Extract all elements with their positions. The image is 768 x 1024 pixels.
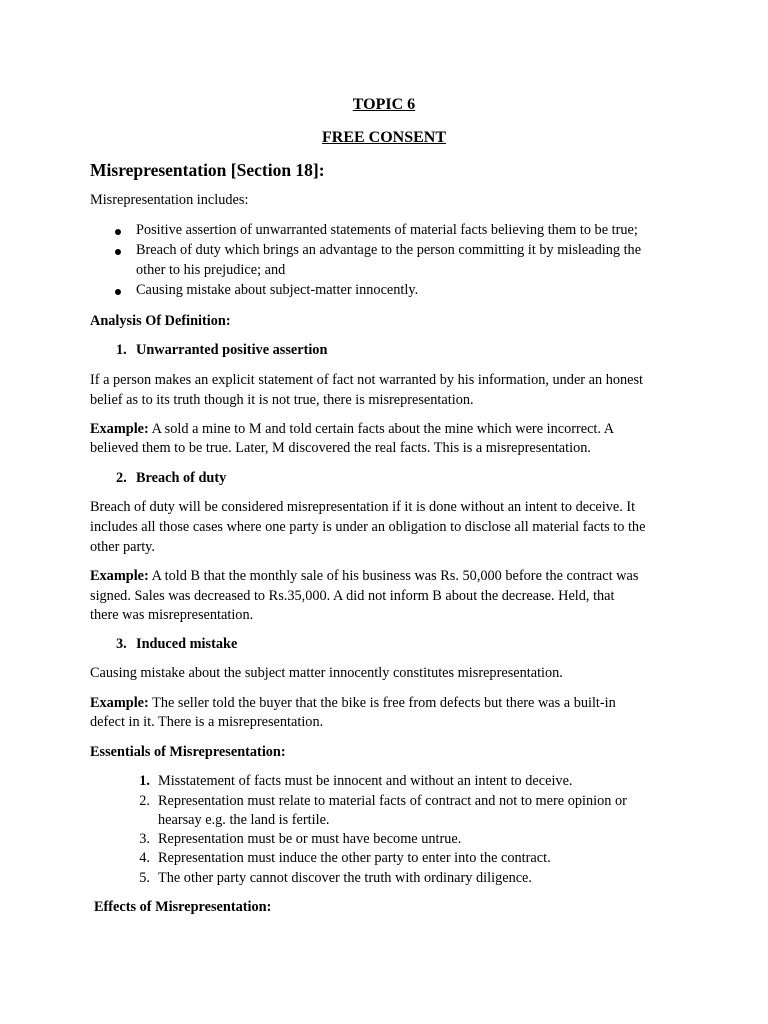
analysis-heading: Analysis Of Definition: — [90, 313, 231, 329]
list-number: 1. — [139, 773, 150, 789]
section-2-paragraph: includes all those cases where one party is under an obligation to disclose all material facts to the — [90, 519, 646, 535]
section-3-example: defect in it. There is a misrepresentation. — [90, 714, 324, 730]
essentials-heading: Essentials of Misrepresentation: — [90, 744, 286, 760]
section-1-paragraph: belief as to its truth though it is not true, there is misrepresentation. — [90, 392, 474, 408]
section-2-number: 2. — [116, 470, 127, 486]
bullet-item: Breach of duty which brings an advantage to the person committing it by misleading the — [136, 242, 642, 258]
example-text: A told B that the monthly sale of his business was Rs. 50,000 before the contract was — [148, 568, 639, 584]
essential-item-continuation: hearsay e.g. the land is fertile. — [158, 812, 330, 828]
topic-title: TOPIC 6 — [352, 96, 416, 113]
section-3-title: Induced mistake — [136, 636, 238, 652]
essential-item: The other party cannot discover the truth with ordinary diligence. — [158, 870, 532, 886]
section-heading: Misrepresentation [Section 18]: — [90, 160, 325, 180]
section-1-example: believed them to be true. Later, M discovered the real facts. This is a misrepresentation. — [90, 440, 591, 456]
bullet-item: Positive assertion of unwarranted statements of material facts believing them to be true; — [136, 222, 638, 238]
essential-item: Representation must relate to material facts of contract and not to mere opinion or — [158, 793, 627, 809]
section-2-title: Breach of duty — [136, 470, 227, 486]
document-subtitle: FREE CONSENT — [321, 129, 447, 146]
list-number: 2. — [139, 793, 150, 809]
section-3-paragraph: Causing mistake about the subject matter innocently constitutes misrepresentation. — [90, 665, 563, 681]
section-2-paragraph: Breach of duty will be considered misrepresentation if it is done without an intent to deceive. It — [90, 499, 636, 515]
section-1-title: Unwarranted positive assertion — [136, 342, 328, 358]
example-text: A sold a mine to M and told certain facts about the mine which were incorrect. A — [148, 421, 615, 437]
example-label: Example: — [90, 421, 149, 437]
section-1-example — [90, 421, 614, 438]
list-number: 5. — [139, 870, 150, 886]
effects-heading: Effects of Misrepresentation: — [94, 899, 272, 915]
example-label: Example: — [90, 568, 149, 584]
section-1-paragraph: If a person makes an explicit statement of fact not warranted by his information, under an honest — [90, 372, 644, 388]
bullet-dot — [115, 229, 121, 235]
bullet-dot — [115, 289, 121, 295]
essential-item: Representation must induce the other party to enter into the contract. — [158, 850, 551, 866]
example-label: Example: — [90, 695, 149, 711]
section-2-paragraph: other party. — [90, 539, 155, 555]
section-3-number: 3. — [116, 636, 127, 652]
bullet-dot — [115, 249, 121, 255]
intro-text: Misrepresentation includes: — [90, 192, 249, 208]
bullet-item: Causing mistake about subject-matter innocently. — [136, 282, 419, 298]
list-number: 4. — [139, 850, 150, 866]
essential-item: Representation must be or must have become untrue. — [158, 831, 462, 847]
section-2-example: there was misrepresentation. — [90, 607, 254, 623]
example-text: The seller told the buyer that the bike is free from defects but there was a built-in — [148, 695, 616, 711]
section-2-example: signed. Sales was decreased to Rs.35,000. A did not inform B about the decrease. Held, that — [90, 588, 615, 604]
section-2-example — [90, 568, 638, 585]
essential-item: Misstatement of facts must be innocent and without an intent to deceive. — [158, 773, 573, 789]
section-3-example — [90, 695, 616, 712]
bullet-item-continuation: other to his prejudice; and — [136, 262, 286, 278]
section-1-number: 1. — [116, 342, 127, 358]
list-number: 3. — [139, 831, 150, 847]
